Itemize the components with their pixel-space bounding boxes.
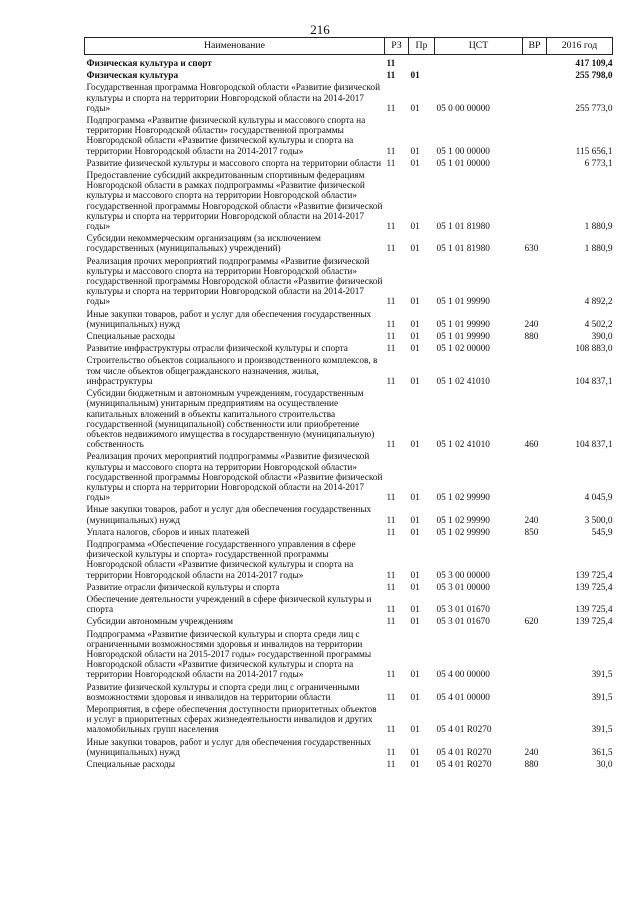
table-row bbox=[85, 758, 613, 770]
cell-rz: 11 bbox=[386, 297, 396, 308]
cell-cst: 05 0 00 00000 bbox=[436, 103, 490, 114]
cell-rz: 11 bbox=[386, 146, 396, 157]
cell-cst: 05 4 01 R0270 bbox=[436, 747, 492, 758]
column-header-cst: ЦСТ bbox=[435, 38, 523, 55]
cell-name: Обеспечение деятельности учреждений в сфере физической культуры и спорта bbox=[86, 594, 372, 616]
cell-amount: 139 725,4 bbox=[575, 582, 613, 593]
cell-rz: 11 bbox=[386, 692, 396, 703]
cell-name: Иные закупки товаров, работ и услуг для обеспечения государственных (муниципальных) нужд bbox=[86, 505, 372, 526]
cell-pr: 01 bbox=[410, 617, 420, 628]
cell-amount: 4 502,2 bbox=[584, 319, 613, 330]
cell-vr bbox=[523, 114, 547, 157]
cell-amount: 417 109,4 bbox=[575, 59, 613, 69]
cell-vr bbox=[523, 628, 547, 681]
cell-rz: 11 bbox=[386, 376, 396, 387]
cell-vr: 240 bbox=[524, 747, 539, 758]
cell-cst: 05 4 01 R0270 bbox=[436, 760, 492, 770]
cell-vr bbox=[523, 681, 547, 703]
cell-rz: 11 bbox=[386, 158, 396, 169]
cell-vr bbox=[523, 703, 547, 736]
cell-cst: 05 1 01 99990 bbox=[436, 332, 490, 343]
cell-rz: 11 bbox=[386, 440, 396, 451]
cell-amount: 390,0 bbox=[591, 332, 613, 343]
cell-rz: 11 bbox=[386, 344, 396, 355]
cell-cst: 05 1 01 99990 bbox=[436, 297, 490, 308]
cell-cst: 05 1 01 99990 bbox=[436, 319, 490, 330]
cell-amount: 6 773,1 bbox=[584, 158, 613, 169]
cell-name: Субсидии бюджетным и автономным учреждениям, государственным (муниципальным) унитарным предприятиям на осуществление капитальных вложений в объекты капитального строительства государственной (муниципальной) собственности или приобретение объектов недвижимого имущества в государственную (муниципальную) собственность bbox=[86, 389, 375, 451]
cell-cst bbox=[435, 69, 523, 81]
cell-vr bbox=[523, 81, 547, 114]
table-row bbox=[85, 538, 613, 581]
table-row bbox=[85, 581, 613, 593]
cell-name: Иные закупки товаров, работ и услуг для обеспечения государственных (муниципальных) нужд bbox=[86, 737, 372, 758]
cell-name: Реализация прочих мероприятий подпрограммы «Развитие физической культуры и массового спорта на территории Новгородской области» государственной программы Новгородской области «Развитие физической культуры и спорта на территории Новгородской области на 2014-2017 годы» bbox=[86, 452, 383, 504]
cell-rz: 11 bbox=[386, 222, 396, 233]
cell-rz: 11 bbox=[386, 527, 396, 538]
table-row bbox=[85, 593, 613, 615]
cell-vr bbox=[523, 255, 547, 308]
cell-vr bbox=[523, 169, 547, 232]
cell-vr bbox=[523, 157, 547, 169]
cell-rz: 11 bbox=[386, 605, 396, 616]
cell-cst: 05 3 01 01670 bbox=[436, 605, 490, 616]
cell-pr: 01 bbox=[410, 344, 420, 355]
cell-rz: 11 bbox=[386, 332, 396, 343]
cell-name: Реализация прочих мероприятий подпрограммы «Развитие физической культуры и массового спорта на территории Новгородской области» государственной программы Новгородской области «Развитие физической культуры и спорта на территории Новгородской области на 2014-2017 годы» bbox=[86, 256, 383, 308]
table-row bbox=[85, 615, 613, 627]
table-row bbox=[85, 628, 613, 681]
cell-name: Строительство объектов социального и производственного комплексов, в том числе объектов общегражданского назначения, жилья, инфраструктуры bbox=[86, 356, 378, 387]
cell-vr bbox=[523, 450, 547, 503]
table-row bbox=[85, 354, 613, 387]
cell-amount: 139 725,4 bbox=[575, 570, 613, 581]
cell-vr bbox=[523, 342, 547, 354]
cell-name: Подпрограмма «Развитие физической культуры и спорта среди лиц с ограниченными возможностями здоровья и инвалидов на территории Новгородской области на 2015-2017 годы» государственной программы Новгородской области «Развитие физической культуры и спорта на территории Новгородской области на 2014-2017 годы» bbox=[86, 629, 372, 681]
cell-cst: 05 1 01 81980 bbox=[436, 244, 490, 255]
cell-name: Специальные расходы bbox=[86, 760, 175, 770]
table-body bbox=[85, 55, 613, 771]
cell-pr: 01 bbox=[410, 515, 420, 526]
cell-pr: 01 bbox=[410, 297, 420, 308]
table-row bbox=[85, 232, 613, 254]
table-row bbox=[85, 255, 613, 308]
table-row bbox=[85, 387, 613, 450]
cell-cst: 05 1 01 00000 bbox=[436, 158, 490, 169]
cell-cst: 05 4 00 00000 bbox=[436, 670, 490, 681]
cell-cst: 05 3 01 01670 bbox=[436, 617, 490, 628]
cell-name: Развитие отрасли физической культуры и спорта bbox=[86, 582, 280, 593]
cell-cst: 05 1 02 99990 bbox=[436, 515, 490, 526]
cell-amount: 255 798,0 bbox=[575, 71, 613, 82]
table-header-row bbox=[85, 38, 613, 55]
cell-cst: 05 1 02 00000 bbox=[436, 344, 490, 355]
cell-cst: 05 1 02 41010 bbox=[436, 376, 490, 387]
cell-cst: 05 1 02 41010 bbox=[436, 440, 490, 451]
cell-name: Развитие инфраструктуры отрасли физической культуры и спорта bbox=[86, 344, 348, 355]
cell-vr: 850 bbox=[524, 527, 539, 538]
table-row bbox=[85, 55, 613, 70]
cell-pr: 01 bbox=[410, 222, 420, 233]
cell-pr: 01 bbox=[410, 244, 420, 255]
cell-rz: 11 bbox=[386, 59, 396, 69]
table-row bbox=[85, 342, 613, 354]
table-row bbox=[85, 69, 613, 81]
cell-amount: 104 837,1 bbox=[575, 376, 613, 387]
column-header-vr: ВР bbox=[523, 38, 547, 55]
cell-pr: 01 bbox=[410, 725, 420, 736]
cell-cst: 05 4 01 R0270 bbox=[436, 725, 492, 736]
cell-amount: 1 880,9 bbox=[584, 222, 613, 233]
cell-amount: 361,5 bbox=[591, 747, 613, 758]
cell-pr: 01 bbox=[410, 376, 420, 387]
cell-vr: 460 bbox=[524, 440, 539, 451]
cell-pr: 01 bbox=[410, 319, 420, 330]
cell-cst: 05 1 02 99990 bbox=[436, 493, 490, 504]
cell-name: Специальные расходы bbox=[86, 332, 175, 343]
cell-amount: 139 725,4 bbox=[575, 605, 613, 616]
table-row bbox=[85, 330, 613, 342]
cell-rz: 11 bbox=[386, 493, 396, 504]
cell-name: Физическая культура bbox=[86, 71, 179, 82]
cell-cst: 05 3 01 00000 bbox=[436, 582, 490, 593]
table-row bbox=[85, 681, 613, 703]
cell-name: Развитие физической культуры и массового спорта на территории области bbox=[86, 158, 382, 169]
column-header-year: 2016 год bbox=[547, 38, 613, 55]
cell-pr: 01 bbox=[410, 493, 420, 504]
cell-rz: 11 bbox=[386, 71, 396, 82]
cell-name: Уплата налогов, сборов и иных платежей bbox=[86, 527, 250, 538]
cell-cst: 05 3 00 00000 bbox=[436, 570, 490, 581]
table-row bbox=[85, 81, 613, 114]
cell-name: Мероприятия, в сфере обеспечения доступности приоритетных объектов и услуг в приоритетных сферах жизнедеятельности инвалидов и других маломобильных групп населения bbox=[86, 704, 377, 736]
table-row bbox=[85, 169, 613, 232]
table-row bbox=[85, 114, 613, 157]
cell-vr bbox=[523, 538, 547, 581]
cell-pr: 01 bbox=[410, 103, 420, 114]
cell-rz: 11 bbox=[386, 725, 396, 736]
page-number: 216 bbox=[310, 22, 330, 37]
cell-pr bbox=[409, 55, 435, 70]
cell-pr: 01 bbox=[410, 760, 420, 770]
cell-name: Подпрограмма «Обеспечение государственного управления в сфере физической культуры и спорта» государственной программы Новгородской области «Развитие физической культуры и спорта на территории Новгородской области на 2014-2017 годы» bbox=[86, 539, 356, 581]
cell-cst bbox=[435, 55, 523, 70]
cell-vr: 880 bbox=[524, 332, 539, 343]
cell-vr bbox=[523, 55, 547, 70]
cell-rz: 11 bbox=[386, 747, 396, 758]
cell-amount: 115 656,1 bbox=[575, 146, 613, 157]
cell-pr: 01 bbox=[410, 747, 420, 758]
cell-pr: 01 bbox=[410, 670, 420, 681]
cell-rz: 11 bbox=[386, 103, 396, 114]
column-header-pr: Пр bbox=[409, 38, 435, 55]
cell-amount: 3 500,0 bbox=[584, 515, 613, 526]
cell-amount: 30,0 bbox=[596, 760, 613, 770]
cell-amount: 4 892,2 bbox=[584, 297, 613, 308]
cell-amount: 391,5 bbox=[591, 692, 613, 703]
cell-name: Предоставление субсидий аккредитованным спортивным федерациям Новгородской области в рамках подпрограммы «Развитие физической культуры и массового спорта на территории Новгородской области» государственной программы Новгородской области «Развитие физической культуры и спорта на территории Новгородской области на 2014-2017 годы» bbox=[86, 171, 383, 233]
table-row bbox=[85, 736, 613, 758]
cell-amount: 255 773,0 bbox=[575, 103, 613, 114]
cell-amount: 545,9 bbox=[591, 527, 613, 538]
cell-amount: 4 045,9 bbox=[584, 493, 613, 504]
cell-cst: 05 1 00 00000 bbox=[436, 146, 490, 157]
cell-rz: 11 bbox=[386, 582, 396, 593]
column-header-name: Наименование bbox=[85, 38, 385, 55]
cell-pr: 01 bbox=[410, 570, 420, 581]
cell-cst: 05 4 01 00000 bbox=[436, 692, 490, 703]
cell-vr bbox=[523, 581, 547, 593]
cell-name: Государственная программа Новгородской области «Развитие физической культуры и спорта на территории Новгородской области на 2014-2017 годы» bbox=[86, 83, 381, 114]
cell-rz: 11 bbox=[386, 319, 396, 330]
cell-name: Субсидии автономным учреждениям bbox=[86, 617, 233, 628]
cell-vr: 880 bbox=[524, 760, 539, 770]
cell-name: Иные закупки товаров, работ и услуг для обеспечения государственных (муниципальных) нужд bbox=[86, 309, 372, 330]
cell-rz: 11 bbox=[386, 244, 396, 255]
cell-rz: 11 bbox=[386, 515, 396, 526]
cell-vr: 240 bbox=[524, 515, 539, 526]
cell-rz: 11 bbox=[386, 570, 396, 581]
cell-pr: 01 bbox=[410, 146, 420, 157]
table-row bbox=[85, 157, 613, 169]
cell-vr: 630 bbox=[524, 244, 539, 255]
cell-rz: 11 bbox=[386, 617, 396, 628]
cell-pr: 01 bbox=[410, 527, 420, 538]
cell-vr bbox=[523, 593, 547, 615]
cell-pr: 01 bbox=[410, 158, 420, 169]
cell-name: Подпрограмма «Развитие физической культуры и массового спорта на территории Новгородской области» государственной программы Новгородской области «Развитие физической культуры и спорта на территории Новгородской области на 2014-2017 годы» bbox=[86, 116, 366, 157]
cell-cst: 05 1 01 81980 bbox=[436, 222, 490, 233]
cell-amount: 391,5 bbox=[591, 670, 613, 681]
cell-amount: 104 837,1 bbox=[575, 440, 613, 451]
cell-vr bbox=[523, 354, 547, 387]
cell-amount: 108 883,0 bbox=[575, 344, 613, 355]
cell-vr: 240 bbox=[524, 319, 539, 330]
cell-name: Физическая культура и спорт bbox=[86, 59, 212, 69]
cell-cst: 05 1 02 99990 bbox=[436, 527, 490, 538]
cell-pr: 01 bbox=[410, 692, 420, 703]
cell-amount: 1 880,9 bbox=[584, 244, 613, 255]
cell-amount: 391,5 bbox=[591, 725, 613, 736]
column-header-rz: РЗ bbox=[385, 38, 409, 55]
cell-rz: 11 bbox=[386, 670, 396, 681]
cell-name: Субсидии некоммерческим организациям (за исключением государственных (муниципальных) учреждений) bbox=[86, 234, 321, 255]
table-row bbox=[85, 703, 613, 736]
table-row bbox=[85, 503, 613, 525]
cell-vr: 620 bbox=[524, 617, 539, 628]
cell-rz: 11 bbox=[386, 760, 396, 770]
table-row bbox=[85, 450, 613, 503]
cell-name: Развитие физической культуры и спорта среди лиц с ограниченными возможностями здоровья и инвалидов на территории области bbox=[86, 682, 360, 703]
cell-pr: 01 bbox=[410, 605, 420, 616]
table-row bbox=[85, 308, 613, 330]
table-row bbox=[85, 526, 613, 538]
cell-pr: 01 bbox=[410, 71, 420, 82]
cell-pr: 01 bbox=[410, 440, 420, 451]
cell-pr: 01 bbox=[410, 332, 420, 343]
cell-amount: 139 725,4 bbox=[575, 617, 613, 628]
cell-vr bbox=[523, 69, 547, 81]
cell-pr: 01 bbox=[410, 582, 420, 593]
budget-table bbox=[84, 37, 613, 770]
